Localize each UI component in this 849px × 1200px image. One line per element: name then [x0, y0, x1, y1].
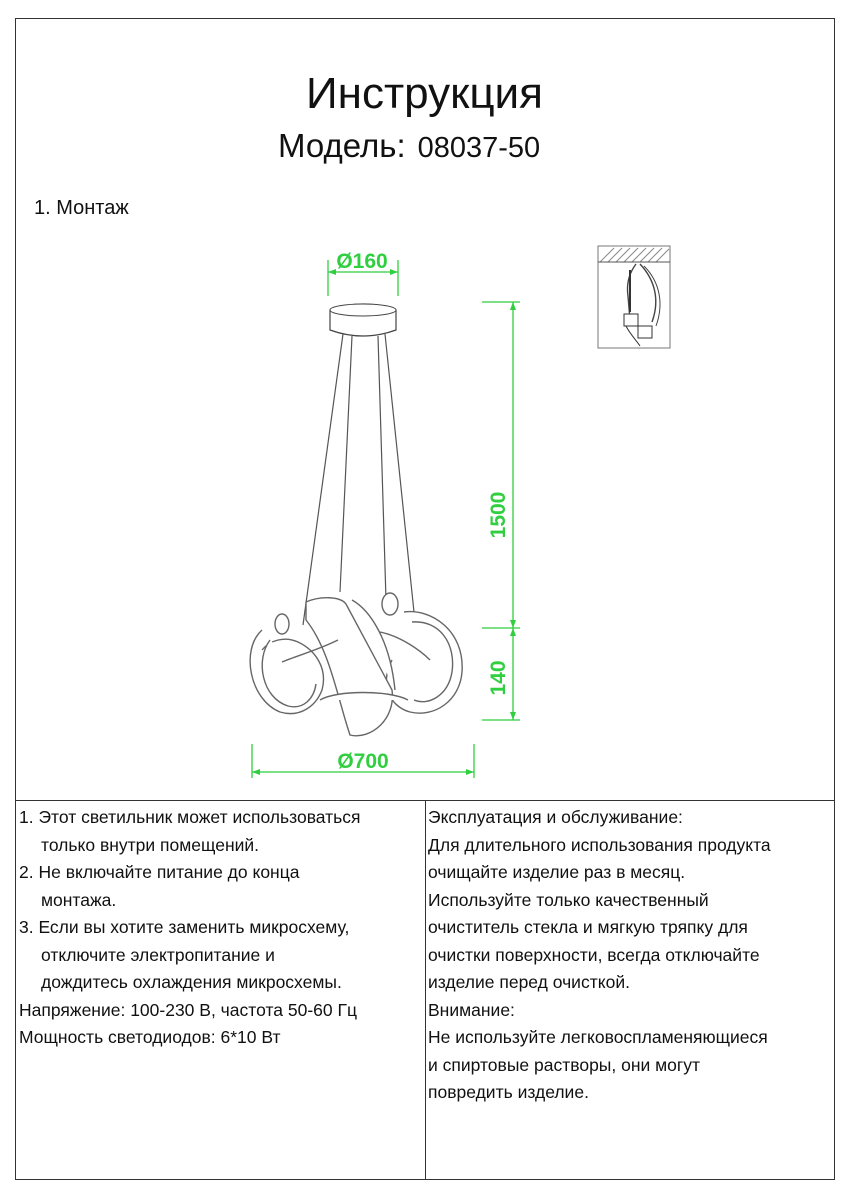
maintenance-heading: Эксплуатация и обслуживание:: [428, 807, 683, 827]
note-line: только внутри помещений.: [41, 834, 260, 855]
dim-bottom-diameter: Ø700: [337, 750, 389, 773]
voltage-spec: Напряжение: 100-230 В, частота 50-60 Гц: [19, 999, 357, 1020]
note-line: 2. Не включайте питание до конца: [19, 862, 300, 882]
maintenance-line: очищайте изделие раз в месяц.: [428, 862, 686, 882]
maintenance-line: очиститель стекла и мягкую тряпку для: [428, 917, 748, 937]
table-divider: [425, 800, 426, 1180]
safety-notes-column: [19, 804, 424, 1052]
note-line: отключите электропитание и: [41, 944, 275, 965]
note-line: 1. Этот светильник может использоваться: [19, 807, 361, 827]
maintenance-line: изделие перед очисткой.: [428, 972, 630, 992]
power-spec: Мощность светодиодов: 6*10 Вт: [19, 1027, 281, 1047]
warning-line: повредить изделие.: [428, 1082, 589, 1102]
warning-heading: Внимание:: [428, 999, 515, 1020]
warning-line: и спиртовые растворы, они могут: [428, 1054, 701, 1075]
note-line: монтажа.: [41, 889, 117, 910]
maintenance-column: [428, 804, 832, 1107]
document-title: Инструкция: [306, 69, 543, 118]
dim-height: 1500: [487, 491, 510, 539]
model-label: Модель:: [278, 127, 406, 164]
maintenance-line: Для длительного использования продукта: [428, 834, 771, 855]
lamp-body: [250, 593, 462, 736]
section-title: 1. Монтаж: [34, 197, 129, 219]
suspension-cables: [303, 334, 414, 625]
note-line: 3. Если вы хотите заменить микросхему,: [19, 917, 350, 937]
dim-ring-height: 140: [487, 660, 510, 696]
model-number: 08037-50: [417, 132, 541, 164]
ceiling-canopy: [330, 304, 396, 336]
maintenance-line: Используйте только качественный: [428, 889, 709, 910]
note-line: дождитесь охлаждения микросхемы.: [41, 972, 342, 992]
warning-line: Не используйте легковоспламеняющиеся: [428, 1027, 768, 1047]
installation-thumbnail: [598, 246, 670, 348]
maintenance-line: очистки поверхности, всегда отключайте: [428, 944, 760, 965]
dim-top-diameter: Ø160: [336, 250, 388, 273]
